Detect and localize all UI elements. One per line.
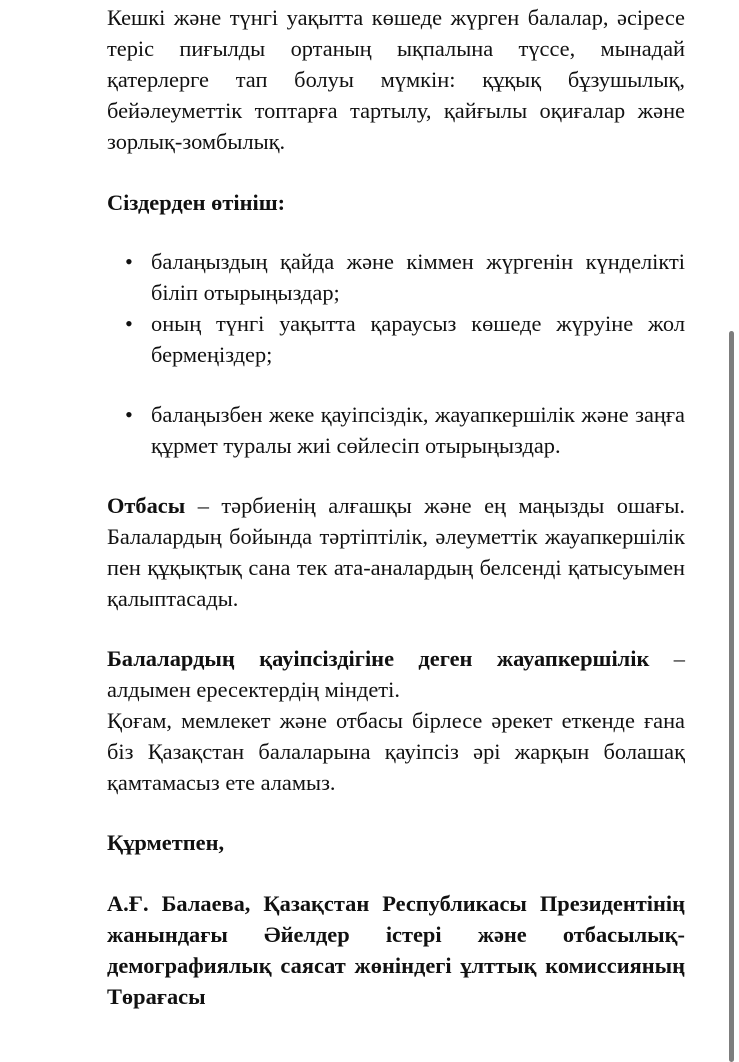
request-text-2: оның түнгі уақытта қараусыз көшеде жүруіне жол бермеңіздер;: [151, 311, 685, 367]
bullet-icon: •: [125, 311, 133, 336]
responsibility-paragraph: [107, 643, 685, 705]
society-paragraph: Қоғам, мемлекет және отбасы бірлесе әрекет еткенде ғана біз Қазақстан балаларына қауіпсіз әрі жарқын болашақ қамтамасыз ете аламыз.: [107, 708, 685, 795]
document-page: [107, 2, 685, 1012]
bullet-icon: •: [125, 249, 133, 274]
bullet-icon: •: [125, 402, 133, 427]
family-text: – тәрбиенің алғашқы және ең маңызды ошағы. Балалардың бойында тәртіптілік, әлеуметтік жауапкершілік пен құқықтық сана тек ата-аналардың белсенді қатысуымен қалыптасады.: [107, 493, 685, 611]
request-item-2: [107, 308, 685, 370]
request-list: [107, 246, 685, 461]
closing-line: Құрметпен,: [107, 830, 225, 855]
request-item-3: [107, 399, 685, 461]
responsibility-lead: Балалардың қауіпсіздігіне деген жауапкершілік: [107, 646, 650, 671]
family-paragraph: [107, 490, 685, 614]
request-text-1: балаңыздың қайда және кіммен жүргенін күнделікті біліп отырыңыздар;: [151, 249, 685, 305]
responsibility-text: – алдымен ересектердің міндеті.: [107, 646, 685, 702]
signature-block: А.Ғ. Балаева, Қазақстан Республикасы Президентінің жанындағы Әйелдер істері және отбасылық-демографиялық саясат жөніндегі ұлттық комиссияның Төрағасы: [107, 891, 685, 1009]
request-item-1: [107, 246, 685, 308]
request-text-3: балаңызбен жеке қауіпсіздік, жауапкершілік және заңға құрмет туралы жиі сөйлесіп отырыңыздар.: [151, 402, 685, 458]
intro-paragraph: Кешкі және түнгі уақытта көшеде жүрген балалар, әсіресе теріс пиғылды ортаның ықпалына түссе, мынадай қатерлерге тап болуы мүмкін: құқық бұзушылық, бейәлеуметтік топтарға тартылу, қайғылы оқиғалар және зорлық-зомбылық.: [107, 5, 685, 154]
vertical-scrollbar[interactable]: [729, 331, 734, 1062]
request-heading: Сіздерден өтініш:: [107, 190, 286, 215]
family-lead: Отбасы: [107, 493, 186, 518]
